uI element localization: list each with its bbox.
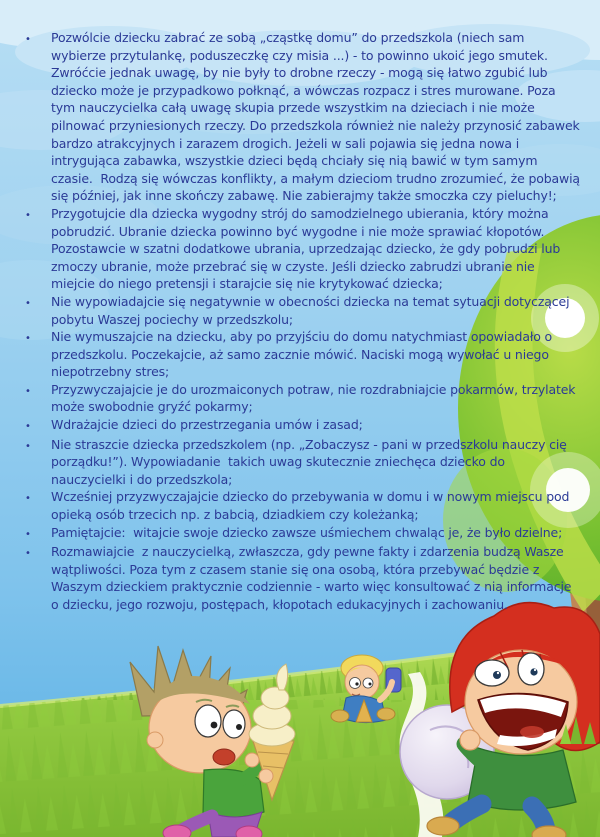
- list-item-text: Przygotujcie dla dziecka wygodny strój do samodzielnego ubierania, który można pobrudzić. Ubranie dziecka powinno być wygodne i nie może sprawiać kłopotów. Pozostawcie w szatni dodatkowe ubrania, uprzedzając dziecko, że gdy pobrudzi lub zmoczy ubranie, może przebrać się w czyste. Jeśli dziecko zabrudzi ubranie nie miejcie do niego pretensji i starajcie się nie krytykować dziecka;: [51, 205, 564, 292]
- list-item: [20, 205, 582, 293]
- list-item-text: Pozwólcie dziecku zabrać ze sobą „cząstkę domu” do przedszkola (niech sam wybierze przytulankę, poduszeczkę czy misia ...) - to powinno ukoić jego smutek. Zwróćcie jednak uwagę, by nie były to drobne rzeczy - mogą się łatwo zgubić lub dziecko może je przypadkowo połknąć, a wówczas rozpacz i stres murowane. Poza tym nauczycielka całą uwagę skupia przede wszystkim na dzieciach i nie może pilnować przyniesionych rzeczy. Do przedszkola również nie należy przynosić zabawek bardzo atrakcyjnych i zarazem drogich. Jeżeli w sali pojawia się jedna nowa i intrygująca zabawka, wszystkie dzieci będą chciały się nią bawić w tym samym czasie. Rodzą się wówczas konflikty, a małym dzieciom trudno zrozumieć, że pobawią się później, jak inne skończy zabawę. Nie zabierajmy także smoczka czy pieluchy!;: [51, 30, 584, 204]
- list-item-text: Nie wymuszajcie na dziecku, aby po przyjściu do domu natychmiast opowiadało o przedszkolu. Poczekajcie, aż samo zacznie mówić. Naciski mogą wywołać u niego niepotrzebny stres;: [51, 329, 556, 380]
- list-item: [20, 524, 582, 544]
- bullet-marker: •: [25, 297, 31, 309]
- bullet-marker: •: [25, 34, 31, 45]
- bullet-marker: •: [25, 528, 31, 540]
- bullet-marker: •: [25, 333, 31, 345]
- list-item-text: Rozmawiajcie z nauczycielką, zwłaszcza, gdy pewne fakty i zdarzenia budzą Wasze wątpliwości. Poza tym z czasem stanie się ona osobą, która przebywać będzie z Waszym dzieckiem praktycznie codziennie - warto więc konsultować z nią informacje o dziecku, jego rozwoju, postępach, kłopotach edukacyjnych i zachowaniu.: [51, 544, 576, 612]
- bullet-marker: •: [25, 548, 31, 560]
- list-item: [20, 416, 582, 436]
- list-item: [20, 29, 582, 205]
- list-item-text: Nie wypowiadajcie się negatywnie w obecności dziecka na temat sytuacji dotyczącej pobytu Waszej pociechy w przedszkolu;: [51, 293, 574, 327]
- bullet-marker: •: [25, 385, 31, 397]
- list-item: [20, 436, 582, 489]
- list-item-text: Wdrażajcie dzieci do przestrzegania umów i zasad;: [51, 417, 363, 433]
- bullet-marker: •: [25, 493, 31, 505]
- list-item: [20, 328, 582, 381]
- list-item-text: Wcześniej przyzwyczajajcie dziecko do przebywania w domu i w nowym miejscu pod opieką osób trzecich np. z babcią, dziadkiem czy koleżanką;: [51, 489, 574, 523]
- bullet-marker: •: [25, 440, 31, 452]
- list-item: [20, 543, 582, 613]
- list-item: [20, 293, 582, 328]
- bullet-marker: •: [25, 421, 31, 433]
- advice-list: [20, 29, 582, 614]
- list-item: [20, 488, 582, 523]
- list-item-text: Przyzwyczajajcie je do urozmaiconych potraw, nie rozdrabniajcie pokarmów, trzylatek może swobodnie gryźć pokarmy;: [51, 381, 580, 415]
- list-item-text: Nie straszcie dziecka przedszkolem (np. „Zobaczysz - pani w przedszkolu nauczy cię porządku!”). Wypowiadanie takich uwag skutecznie zniechęca dziecko do nauczycielki i do przedszkola;: [51, 436, 571, 487]
- bullet-marker: •: [25, 209, 31, 221]
- list-item-text: Pamiętajcie: witajcie swoje dziecko zawsze uśmiechem chwaląc je, że było dzielne;: [51, 524, 563, 540]
- list-item: [20, 381, 582, 416]
